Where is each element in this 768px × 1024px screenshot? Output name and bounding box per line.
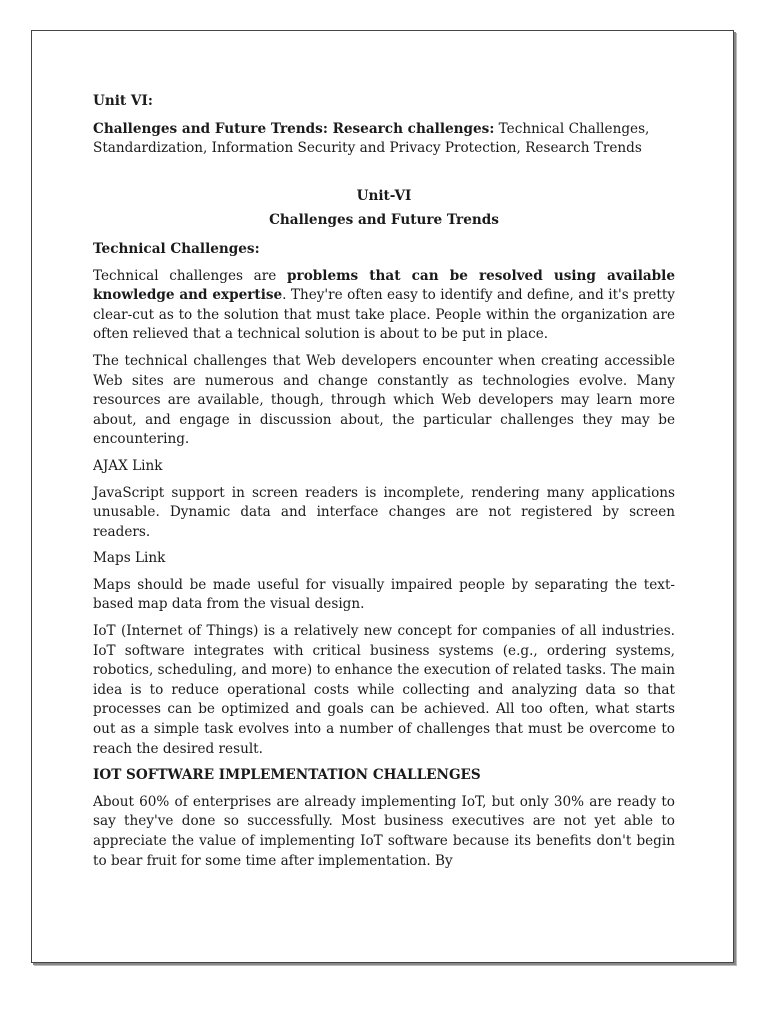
syllabus-paragraph bbox=[93, 120, 675, 159]
paragraph-enterprises: About 60% of enterprises are already implementing IoT, but only 30% are ready to say they've done so successfully. Most business executives are not yet able to appreciate the value of implementing IoT software because its benefits don't begin to bear fruit for some time after implementation. By bbox=[93, 793, 675, 869]
section-heading-technical: Technical Challenges: bbox=[93, 240, 260, 257]
para1-text: Technical challenges are bbox=[93, 267, 288, 284]
maps-link-label: Maps Link bbox=[93, 550, 166, 567]
unit-header: Unit VI: bbox=[93, 93, 153, 109]
para1-text-end: . They're often easy to identify and define, and it's pretty clear-cut as to the solution that must take place. People within the organization are often relieved that a technical solution is about to be put in place. bbox=[93, 287, 675, 343]
document-body bbox=[93, 92, 675, 878]
paragraph-technical-definition bbox=[93, 267, 675, 345]
paragraph-maps: Maps should be made useful for visually impaired people by separating the text-based map data from the visual design. bbox=[93, 576, 675, 613]
unit-title: Unit-VI bbox=[356, 187, 412, 204]
syllabus-bold: Challenges and Future Trends: Research challenges: bbox=[93, 120, 495, 137]
ajax-link-label: AJAX Link bbox=[93, 457, 163, 474]
paragraph-web-developers: The technical challenges that Web developers encounter when creating accessible Web sites are numerous and change constantly as technologies evolve. Many resources are available, though, through which Web developers may learn more about, and engage in discussion about, the particular challenges they may be encountering. bbox=[93, 352, 675, 448]
paragraph-iot: IoT (Internet of Things) is a relatively new concept for companies of all industries. IoT software integrates with critical business systems (e.g., ordering systems, robotics, scheduling, and more) to enhance the execution of related tasks. The main idea is to reduce operational costs while collecting and analyzing data so that processes can be optimized and goals can be achieved. All too often, what starts out as a simple task evolves into a number of challenges that must be overcome to reach the desired result. bbox=[93, 623, 675, 757]
section-heading-iot: IOT SOFTWARE IMPLEMENTATION CHALLENGES bbox=[93, 767, 481, 784]
para1-bold: problems that can be resolved using available knowledge and expertise bbox=[93, 267, 675, 304]
syllabus-topics: Technical Challenges, Standardization, Information Security and Privacy Protection, Research Trends bbox=[93, 120, 650, 157]
chapter-title: Challenges and Future Trends bbox=[269, 212, 499, 229]
paragraph-javascript: JavaScript support in screen readers is incomplete, rendering many applications unusable. Dynamic data and interface changes are not registered by screen readers. bbox=[93, 484, 675, 540]
